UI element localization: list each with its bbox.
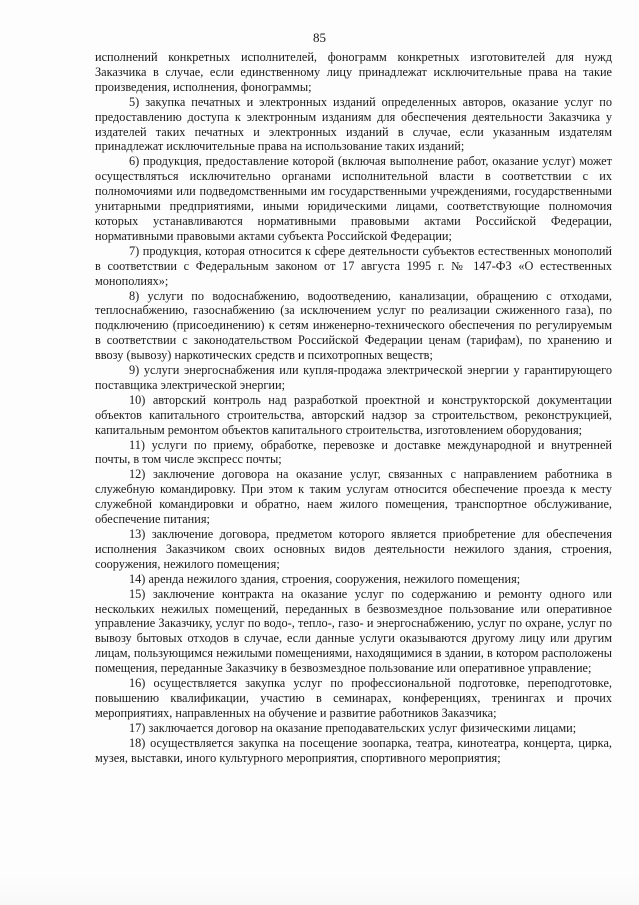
paragraph: 6) продукция, предоставление которой (включая выполнение работ, оказание услуг) может осуществляться исключительно органами исполнительной власти в соответствии с их полномочиями или подведомственными им государственными учреждениями, государственными унитарными предприятиями, иными юридическими лицами, соответствующие полномочия которых устанавливаются нормативными правовыми актами Российской Федерации, нормативными правовыми актами субъекта Российской Федерации; xyxy=(95,154,612,243)
paragraph: 8) услуги по водоснабжению, водоотведению, канализации, обращению с отходами, теплоснабжению, газоснабжению (за исключением услуг по реализации сжиженного газа), по подключению (присоединению) к сетям инженерно-технического обеспечения по регулируемым в соответствии с законодательством Российской Федерации ценам (тарифам), по хранению и ввозу (вывозу) наркотических средств и психотропных веществ; xyxy=(95,288,612,363)
paragraph: 11) услуги по приему, обработке, перевозке и доставке международной и внутренней почты, в том числе экспресс почты; xyxy=(95,437,612,467)
paragraph: 16) осуществляется закупка услуг по профессиональной подготовке, переподготовке, повышению квалификации, участию в семинарах, конференциях, тренингах и прочих мероприятиях, направленных на обучение и развитие работников Заказчика; xyxy=(95,676,612,720)
paragraph: 18) осуществляется закупка на посещение зоопарка, театра, кинотеатра, концерта, цирка, музея, выставки, иного культурного мероприятия, спортивного мероприятия; xyxy=(95,735,612,765)
document-body xyxy=(95,50,612,766)
scan-shadow xyxy=(0,875,639,905)
paragraph: 17) заключается договор на оказание преподавательских услуг физическими лицами; xyxy=(129,720,577,735)
paragraph: 5) закупка печатных и электронных изданий определенных авторов, оказание услуг по предоставлению доступа к электронным изданиям для обеспечения деятельности Заказчика у издателей таких печатных и электронных изданий в случае, если указанным издателям принадлежат исключительные права на использование таких изданий; xyxy=(95,94,612,154)
paragraph: исполнений конкретных исполнителей, фонограмм конкретных изготовителей для нужд Заказчика в случае, если единственному лицу принадлежат исключительные права на такие произведения, исполнения, фонограммы; xyxy=(95,50,612,94)
page-number: 85 xyxy=(313,30,326,45)
paragraph: 12) заключение договора на оказание услуг, связанных с направлением работника в служебную командировку. При этом к таким услугам относится обеспечение проезда к месту служебной командировки и обратно, наем жилого помещения, транспортное обслуживание, обеспечение питания; xyxy=(95,467,612,527)
paragraph: 9) услуги энергоснабжения или купля-продажа электрической энергии у гарантирующего поставщика электрической энергии; xyxy=(95,363,612,392)
paragraph: 15) заключение контракта на оказание услуг по содержанию и ремонту одного или нескольких нежилых помещений, переданных в безвозмездное пользование или оперативное управление Заказчику, услуг по водо-, тепло-, газо- и энергоснабжению, услуг по охране, услуг по вывозу бытовых отходов в случае, если данные услуги оказываются другому лицу или другим лицам, пользующимся нежилыми помещениями, находящимися в здании, в котором расположены помещения, переданные Заказчику в безвозмездное пользование или оперативное управление; xyxy=(95,586,612,676)
paragraph: 14) аренда нежилого здания, строения, сооружения, нежилого помещения; xyxy=(129,571,521,586)
paragraph: 7) продукция, которая относится к сфере деятельности субъектов естественных монополий в соответствии с Федеральным законом от 17 августа 1995 г. № 147-ФЗ «О естественных монополиях»; xyxy=(95,243,612,288)
paragraph: 10) авторский контроль над разработкой проектной и конструкторской документации объектов капитального строительства, авторский надзор за строительством, реконструкцией, капитальным ремонтом объектов капитального строительства, изготовлением оборудования; xyxy=(95,392,612,437)
paragraph: 13) заключение договора, предметом которого является приобретение для обеспечения исполнения Заказчиком своих основных видов деятельности нежилого здания, строения, сооружения, нежилого помещения; xyxy=(95,527,612,571)
